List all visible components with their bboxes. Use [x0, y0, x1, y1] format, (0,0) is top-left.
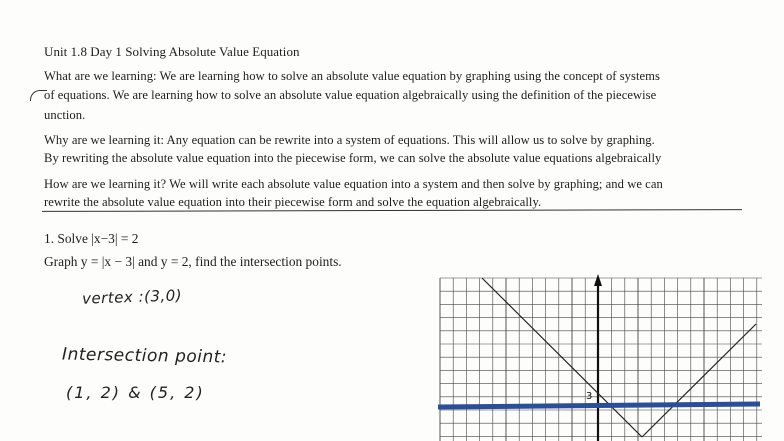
- handwritten-intersection-points: (1, 2) & (5, 2): [66, 383, 205, 402]
- how-learning-line-2: rewrite the absolute value equation into their piecewise form and solve the equation algebraically.: [44, 195, 542, 209]
- y-axis-arrow: [594, 274, 602, 286]
- y-axis-tick-label: 3: [586, 391, 593, 402]
- why-learning-line-1: Why are we learning it: Any equation can be rewrite into a system of equations. This will allow us to solve by graphing.: [44, 133, 655, 147]
- problem-1-prompt: 1. Solve |x−3| = 2: [44, 231, 139, 246]
- why-learning-line-2: By rewriting the absolute value equation into the piecewise form, we can solve the absolute value equations algebraically: [44, 151, 662, 165]
- what-learning-line-1: What are we learning: We are learning how to solve an absolute value equation by graphing using the concept of systems: [44, 69, 660, 83]
- how-learning-line-1: How are we learning it? We will write each absolute value equation into a system and then solve by graphing; and we can: [44, 177, 663, 191]
- horizontal-line-y-equals-2: [438, 404, 760, 407]
- handwritten-vertex: vertex :(3,0): [81, 286, 183, 308]
- problem-1-instruction: Graph y = |x − 3| and y = 2, find the intersection points.: [44, 254, 342, 269]
- coordinate-grid-graph: [436, 272, 762, 441]
- abs-value-right-branch: [642, 324, 756, 437]
- what-learning-line-2: of equations. We are learning how to solve an absolute value equation algebraically using the definition of the piecewise: [44, 88, 657, 102]
- page-title: Unit 1.8 Day 1 Solving Absolute Value Equation: [44, 44, 300, 59]
- grid-lines: [440, 278, 762, 441]
- what-learning-line-3: unction.: [44, 108, 86, 122]
- handwritten-intersection-label: Intersection point:: [61, 344, 228, 368]
